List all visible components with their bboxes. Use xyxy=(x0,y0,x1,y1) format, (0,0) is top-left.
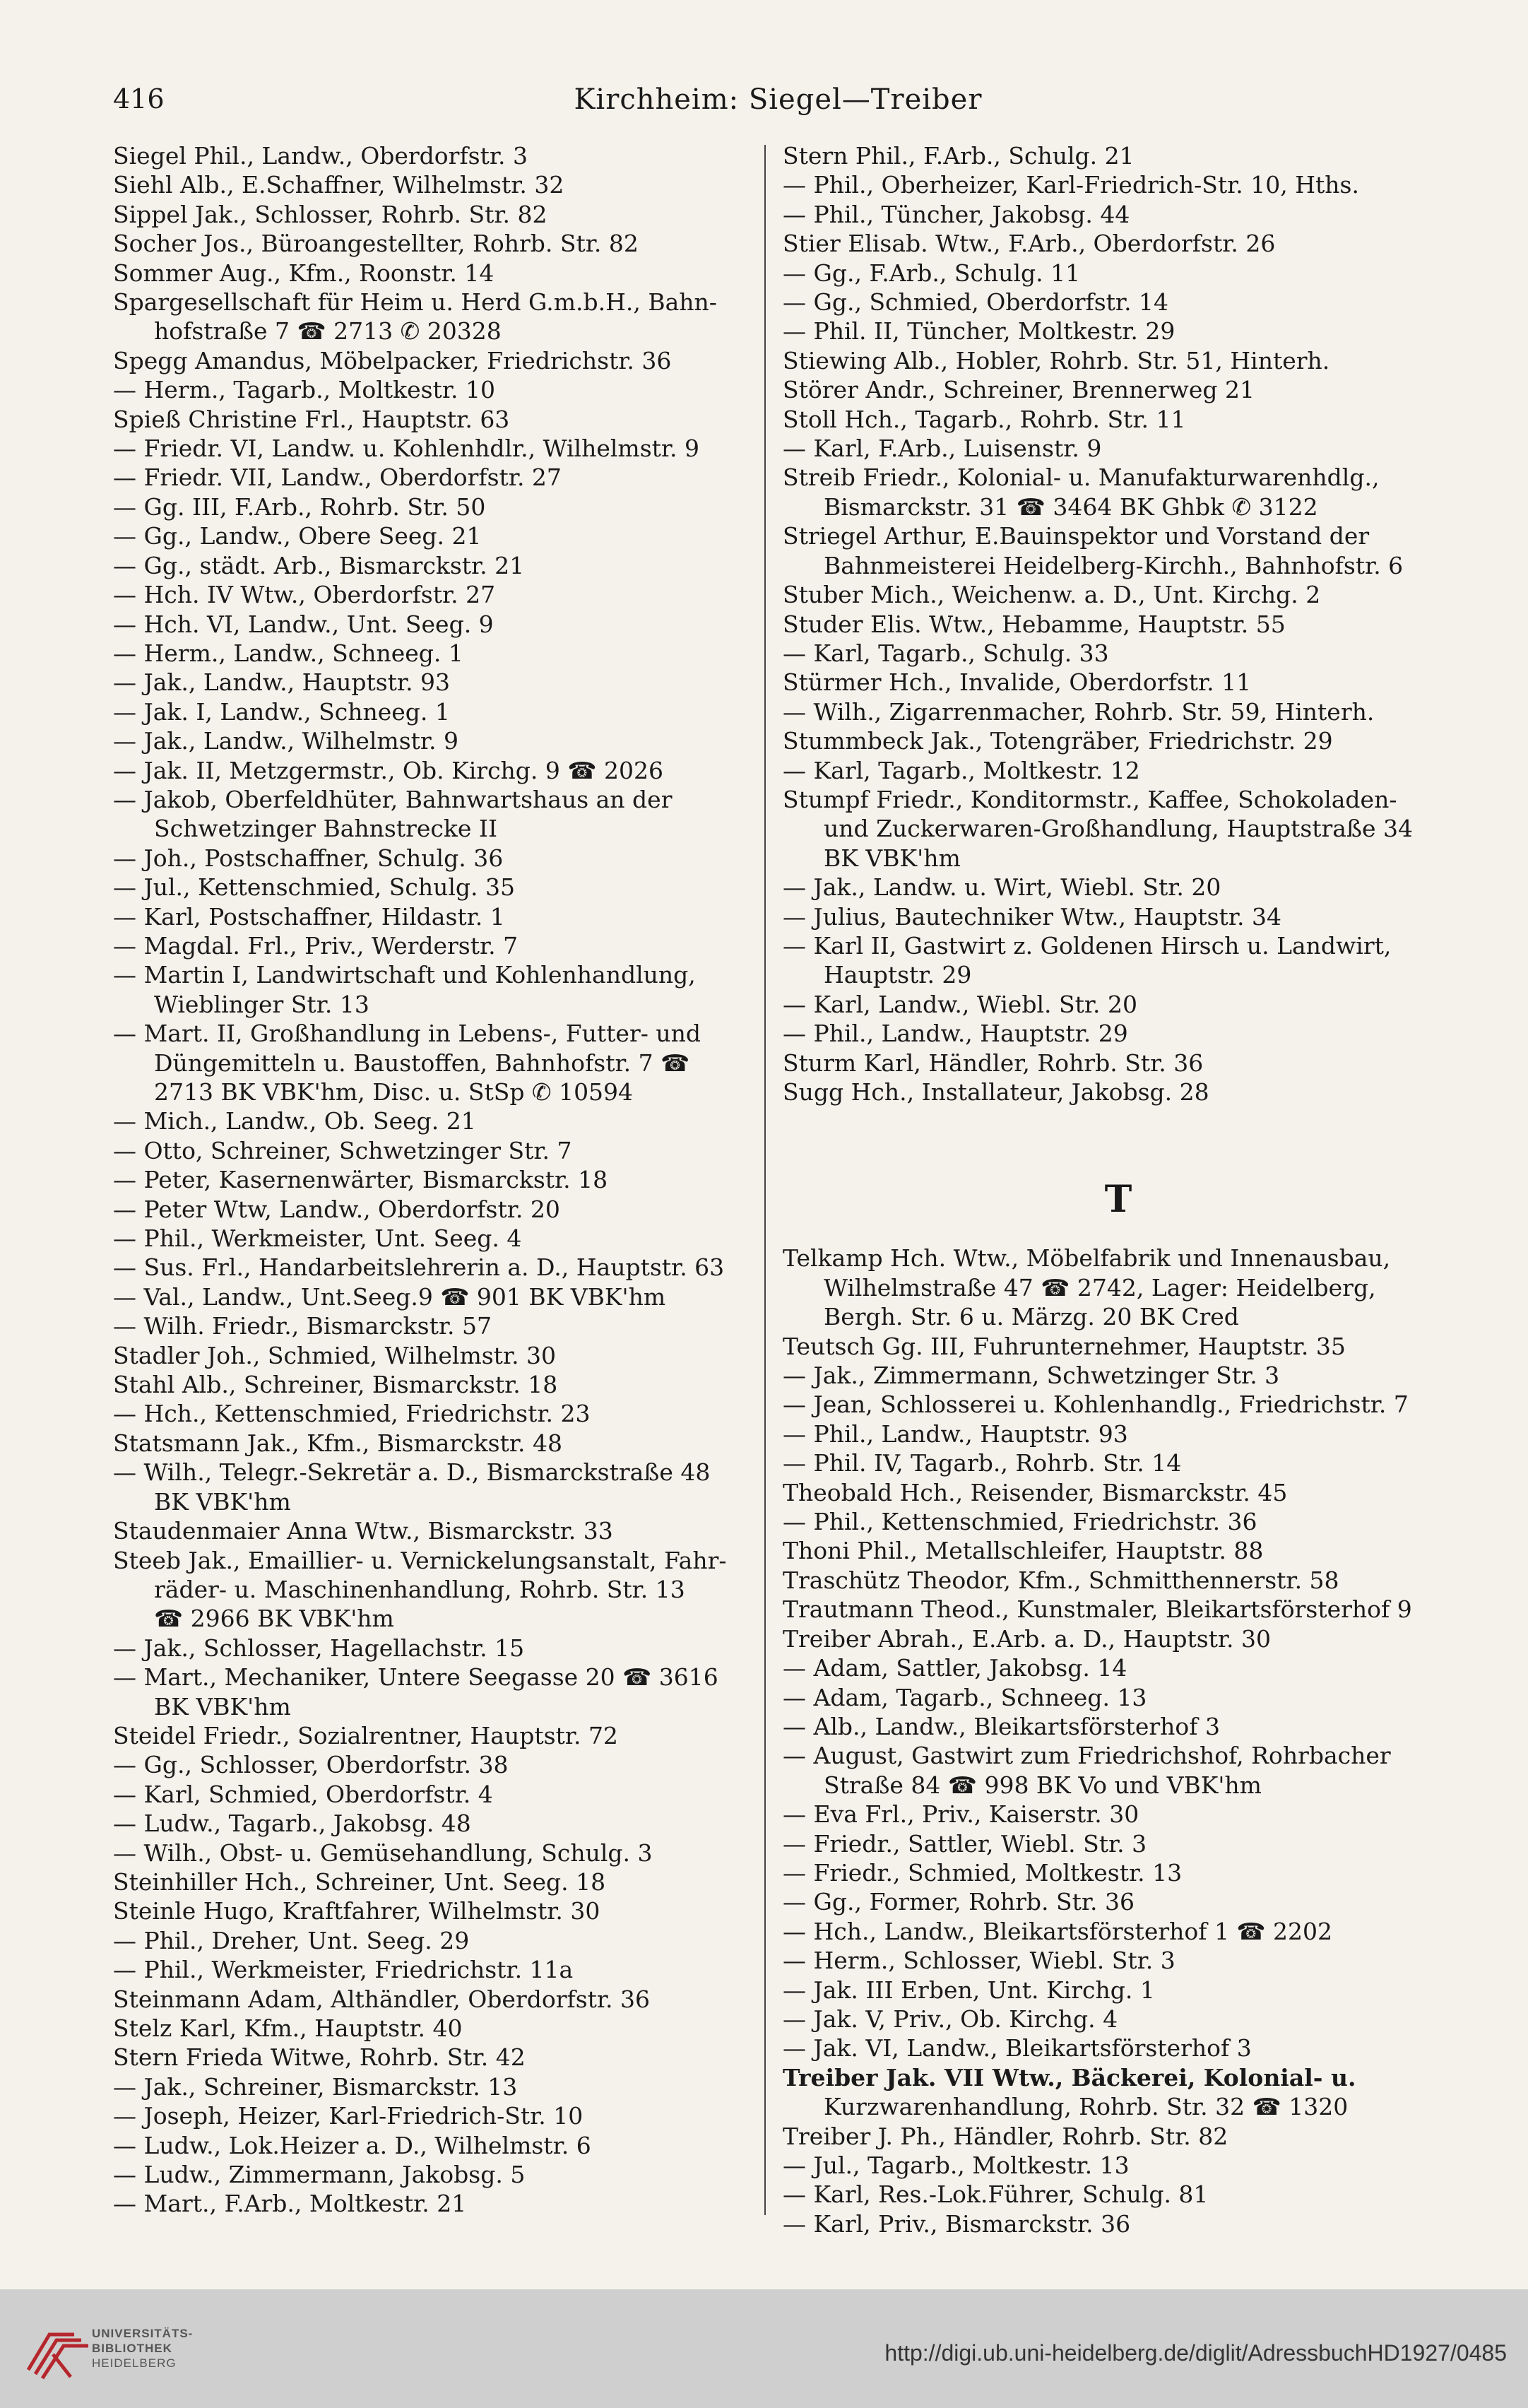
directory-entry: — Hch., Landw., Bleikartsförsterhof 1 ☎ 2202 xyxy=(783,1917,1333,1945)
directory-entry: Studer Elis. Wtw., Hebamme, Hauptstr. 55 xyxy=(783,610,1286,638)
directory-entry: Spieß Christine Frl., Hauptstr. 63 xyxy=(113,405,510,433)
directory-entry: Stumpf Friedr., Konditormstr., Kaffee, Schokoladen- xyxy=(783,785,1397,813)
directory-entry: Telkamp Hch. Wtw., Möbelfabrik und Innenausbau, xyxy=(783,1244,1391,1273)
directory-entry: — Jak., Schlosser, Hagellachstr. 15 xyxy=(113,1634,525,1662)
section-letter-heading: T xyxy=(1104,1178,1132,1222)
directory-entry: — Hch. IV Wtw., Oberdorfstr. 27 xyxy=(113,581,496,609)
directory-entry: BK VBK'hm xyxy=(154,1692,291,1721)
directory-entry: Steidel Friedr., Sozialrentner, Hauptstr. 72 xyxy=(113,1721,618,1749)
directory-entry: Spargesellschaft für Heim u. Herd G.m.b.H., Bahn- xyxy=(113,288,717,317)
directory-entry: räder- u. Maschinenhandlung, Rohrb. Str. 13 xyxy=(154,1575,685,1603)
directory-entry: — Val., Landw., Unt.Seeg.9 ☎ 901 BK VBK'hm xyxy=(113,1282,666,1311)
directory-entry: — Ludw., Lok.Heizer a. D., Wilhelmstr. 6 xyxy=(113,2131,591,2159)
directory-entry: Socher Jos., Büroangestellter, Rohrb. Str. 82 xyxy=(113,230,639,258)
directory-entry: Siegel Phil., Landw., Oberdorfstr. 3 xyxy=(113,142,528,170)
directory-entry: Traschütz Theodor, Kfm., Schmitthennerstr. 58 xyxy=(783,1566,1339,1594)
directory-entry: — Jak. III Erben, Unt. Kirchg. 1 xyxy=(783,1976,1155,2004)
directory-entry: — Peter, Kasernenwärter, Bismarckstr. 18 xyxy=(113,1166,608,1194)
directory-entry: — Jak., Zimmermann, Schwetzinger Str. 3 xyxy=(783,1362,1280,1390)
directory-entry: — Jean, Schlosserei u. Kohlenhandlg., Friedrichstr. 7 xyxy=(783,1391,1409,1419)
directory-entry: — Joseph, Heizer, Karl-Friedrich-Str. 10 xyxy=(113,2102,584,2130)
library-name-line-3: HEIDELBERG xyxy=(92,2356,177,2370)
directory-entry: — Gg., Landw., Obere Seeg. 21 xyxy=(113,522,482,550)
directory-entry: — Mart. II, Großhandlung in Lebens-, Futter- und xyxy=(113,1020,701,1048)
directory-entry: — Herm., Schlosser, Wiebl. Str. 3 xyxy=(783,1947,1175,1975)
directory-entry: — Friedr. VI, Landw. u. Kohlenhdlr., Wilhelmstr. 9 xyxy=(113,435,700,463)
directory-entry: Thoni Phil., Metallschleifer, Hauptstr. 88 xyxy=(783,1537,1264,1565)
directory-entry: Steeb Jak., Emaillier- u. Vernickelungsanstalt, Fahr- xyxy=(113,1546,727,1574)
library-name-line-1: UNIVERSITÄTS- xyxy=(92,2327,194,2340)
directory-entry: Stiewing Alb., Hobler, Rohrb. Str. 51, Hinterh. xyxy=(783,346,1330,374)
directory-entry: — Karl, F.Arb., Luisenstr. 9 xyxy=(783,435,1102,463)
source-url-link[interactable]: http://digi.ub.uni-heidelberg.de/diglit/AdressbuchHD1927/0485 xyxy=(884,2340,1507,2366)
directory-entry: BK VBK'hm xyxy=(154,1487,291,1516)
directory-entry: — Karl, Tagarb., Moltkestr. 12 xyxy=(783,756,1140,784)
directory-entry: — Joh., Postschaffner, Schulg. 36 xyxy=(113,844,504,872)
library-name-line-2: BIBLIOTHEK xyxy=(92,2342,172,2355)
directory-entry: — Karl, Priv., Bismarckstr. 36 xyxy=(783,2209,1131,2238)
directory-entry: — Phil. IV, Tagarb., Rohrb. Str. 14 xyxy=(783,1449,1182,1477)
directory-entry: — Jak., Landw., Hauptstr. 93 xyxy=(113,668,451,697)
directory-entry: — Karl II, Gastwirt z. Goldenen Hirsch u. Landwirt, xyxy=(783,931,1392,960)
directory-entry: ☎ 2966 BK VBK'hm xyxy=(154,1605,394,1633)
directory-entry: Statsmann Jak., Kfm., Bismarckstr. 48 xyxy=(113,1429,562,1457)
directory-entry: Sippel Jak., Schlosser, Rohrb. Str. 82 xyxy=(113,200,547,228)
directory-entry: Siehl Alb., E.Schaffner, Wilhelmstr. 32 xyxy=(113,171,564,199)
directory-entry: — Wilh., Zigarrenmacher, Rohrb. Str. 59, Hinterh. xyxy=(783,697,1375,726)
directory-entry: — Phil., Kettenschmied, Friedrichstr. 36 xyxy=(783,1508,1257,1536)
directory-entry: — Herm., Tagarb., Moltkestr. 10 xyxy=(113,376,495,404)
running-title: Kirchheim: Siegel—Treiber xyxy=(574,83,983,116)
directory-entry: — Adam, Tagarb., Schneeg. 13 xyxy=(783,1683,1147,1711)
directory-entry: — Karl, Tagarb., Schulg. 33 xyxy=(783,639,1109,667)
directory-entry: Stier Elisab. Wtw., F.Arb., Oberdorfstr. 26 xyxy=(783,230,1276,258)
library-logo-icon xyxy=(21,2313,92,2384)
directory-entry: — Jak., Schreiner, Bismarckstr. 13 xyxy=(113,2072,518,2101)
directory-entry: — Mich., Landw., Ob. Seeg. 21 xyxy=(113,1107,476,1135)
column-divider xyxy=(764,145,766,2215)
directory-entry: Straße 84 ☎ 998 BK Vo und VBK'hm xyxy=(824,1771,1262,1799)
directory-entry: — Julius, Bautechniker Wtw., Hauptstr. 34 xyxy=(783,902,1281,931)
page-number: 416 xyxy=(113,83,165,114)
directory-entry: Trautmann Theod., Kunstmaler, Bleikartsförsterhof 9 xyxy=(783,1595,1412,1624)
directory-entry: — Phil., Werkmeister, Friedrichstr. 11a xyxy=(113,1956,574,1984)
directory-entry: Teutsch Gg. III, Fuhrunternehmer, Hauptstr. 35 xyxy=(783,1332,1346,1360)
directory-entry: — Herm., Landw., Schneeg. 1 xyxy=(113,639,463,667)
directory-entry: — Jak. II, Metzgermstr., Ob. Kirchg. 9 ☎ 2026 xyxy=(113,756,663,784)
directory-entry: — Gg., Former, Rohrb. Str. 36 xyxy=(783,1888,1135,1916)
directory-entry: — Friedr., Sattler, Wiebl. Str. 3 xyxy=(783,1829,1147,1858)
directory-entry: Sturm Karl, Händler, Rohrb. Str. 36 xyxy=(783,1049,1204,1077)
right-column xyxy=(783,141,1454,2238)
directory-entry: Stelz Karl, Kfm., Hauptstr. 40 xyxy=(113,2014,463,2042)
directory-entry: Bergh. Str. 6 u. Märzg. 20 BK Cred xyxy=(824,1303,1239,1331)
s-entries xyxy=(783,141,1454,1106)
directory-entry: Striegel Arthur, E.Bauinspektor und Vorstand der xyxy=(783,522,1370,550)
directory-entry: — Adam, Sattler, Jakobsg. 14 xyxy=(783,1654,1127,1682)
directory-entry: — Gg. III, F.Arb., Rohrb. Str. 50 xyxy=(113,492,486,521)
directory-entry: — Phil., Dreher, Unt. Seeg. 29 xyxy=(113,1926,470,1954)
directory-entry: — Magdal. Frl., Priv., Werderstr. 7 xyxy=(113,931,519,960)
directory-entry: Steinhiller Hch., Schreiner, Unt. Seeg. 18 xyxy=(113,1867,606,1896)
directory-entry: — Alb., Landw., Bleikartsförsterhof 3 xyxy=(783,1712,1220,1740)
page-header xyxy=(113,83,1443,126)
t-entries xyxy=(783,1244,1454,2238)
directory-entry: — Karl, Postschaffner, Hildastr. 1 xyxy=(113,902,505,931)
directory-entry: — Gg., Schmied, Oberdorfstr. 14 xyxy=(783,288,1169,317)
directory-entry: Treiber Jak. VII Wtw., Bäckerei, Kolonial- u. xyxy=(783,2063,1356,2091)
directory-entry: — Sus. Frl., Handarbeitslehrerin a. D., Hauptstr. 63 xyxy=(113,1253,725,1282)
footer-bar xyxy=(0,2289,1528,2408)
directory-entry: — Karl, Landw., Wiebl. Str. 20 xyxy=(783,990,1137,1018)
directory-entry: und Zuckerwaren-Großhandlung, Hauptstraße 34 xyxy=(824,815,1414,843)
directory-entry: — Phil., Oberheizer, Karl-Friedrich-Str. 10, Hths. xyxy=(783,171,1359,199)
directory-entry: Stoll Hch., Tagarb., Rohrb. Str. 11 xyxy=(783,405,1186,433)
directory-entry: Stern Phil., F.Arb., Schulg. 21 xyxy=(783,142,1135,170)
directory-entry: — Jul., Kettenschmied, Schulg. 35 xyxy=(113,873,515,902)
directory-entry: — August, Gastwirt zum Friedrichshof, Rohrbacher xyxy=(783,1742,1391,1770)
directory-entry: Bismarckstr. 31 ☎ 3464 BK Ghbk ✆ 3122 xyxy=(824,492,1318,521)
directory-entry: Düngemitteln u. Baustoffen, Bahnhofstr. 7 ☎ xyxy=(154,1049,690,1077)
directory-entry: Spegg Amandus, Möbelpacker, Friedrichstr. 36 xyxy=(113,346,672,374)
directory-entry: Wieblinger Str. 13 xyxy=(154,990,369,1018)
directory-entry: Streib Friedr., Kolonial- u. Manufakturwarenhdlg., xyxy=(783,464,1380,492)
directory-entry: Bahnmeisterei Heidelberg-Kirchh., Bahnhofstr. 6 xyxy=(824,551,1404,579)
directory-entry: — Phil. II, Tüncher, Moltkestr. 29 xyxy=(783,317,1175,346)
directory-entry: — Wilh., Telegr.-Sekretär a. D., Bismarckstraße 48 xyxy=(113,1458,711,1487)
directory-entry: — Hch., Kettenschmied, Friedrichstr. 23 xyxy=(113,1400,591,1428)
directory-entry: — Ludw., Zimmermann, Jakobsg. 5 xyxy=(113,2161,526,2189)
directory-entry: — Hch. VI, Landw., Unt. Seeg. 9 xyxy=(113,610,494,638)
directory-entry: Stern Frieda Witwe, Rohrb. Str. 42 xyxy=(113,2043,526,2072)
directory-entry: — Gg., Schlosser, Oberdorfstr. 38 xyxy=(113,1751,509,1779)
directory-entry: — Jak., Landw., Wilhelmstr. 9 xyxy=(113,727,459,755)
directory-entry: Stahl Alb., Schreiner, Bismarckstr. 18 xyxy=(113,1371,558,1399)
directory-entry: Treiber Abrah., E.Arb. a. D., Hauptstr. 30 xyxy=(783,1624,1272,1653)
directory-entry: Sommer Aug., Kfm., Roonstr. 14 xyxy=(113,259,494,287)
directory-entry: BK VBK'hm xyxy=(824,844,961,872)
directory-entry: — Phil., Werkmeister, Unt. Seeg. 4 xyxy=(113,1224,522,1253)
directory-entry: Steinle Hugo, Kraftfahrer, Wilhelmstr. 30 xyxy=(113,1897,600,1925)
directory-entry: — Wilh., Obst- u. Gemüsehandlung, Schulg. 3 xyxy=(113,1839,653,1867)
directory-entry: — Gg., städt. Arb., Bismarckstr. 21 xyxy=(113,551,525,579)
directory-entry: — Friedr., Schmied, Moltkestr. 13 xyxy=(783,1858,1183,1887)
directory-entry: — Jak., Landw. u. Wirt, Wiebl. Str. 20 xyxy=(783,873,1221,902)
directory-entry: — Mart., Mechaniker, Untere Seegasse 20 ☎ 3616 xyxy=(113,1663,718,1692)
directory-entry: — Phil., Landw., Hauptstr. 29 xyxy=(783,1020,1128,1048)
directory-entry: Stuber Mich., Weichenw. a. D., Unt. Kirchg. 2 xyxy=(783,581,1321,609)
directory-entry: Treiber J. Ph., Händler, Rohrb. Str. 82 xyxy=(783,2122,1228,2150)
directory-entry: — Wilh. Friedr., Bismarckstr. 57 xyxy=(113,1312,492,1340)
directory-entry: — Jak. VI, Landw., Bleikartsförsterhof 3 xyxy=(783,2034,1252,2062)
directory-entry: — Phil., Tüncher, Jakobsg. 44 xyxy=(783,200,1130,228)
directory-entry: 2713 BK VBK'hm, Disc. u. StSp ✆ 10594 xyxy=(154,1078,634,1106)
directory-entry: Störer Andr., Schreiner, Brennerweg 21 xyxy=(783,376,1255,404)
directory-entry: Kurzwarenhandlung, Rohrb. Str. 32 ☎ 1320 xyxy=(824,2093,1349,2121)
directory-entry: Stadler Joh., Schmied, Wilhelmstr. 30 xyxy=(113,1341,557,1369)
directory-entry: — Jul., Tagarb., Moltkestr. 13 xyxy=(783,2152,1130,2179)
directory-entry: — Otto, Schreiner, Schwetzinger Str. 7 xyxy=(113,1136,572,1164)
directory-entry: — Karl, Res.-Lok.Führer, Schulg. 81 xyxy=(783,2180,1209,2209)
directory-entry: Hauptstr. 29 xyxy=(824,961,972,989)
directory-entry: — Ludw., Tagarb., Jakobsg. 48 xyxy=(113,1810,471,1838)
directory-entry: — Karl, Schmied, Oberdorfstr. 4 xyxy=(113,1780,493,1808)
directory-entry: Steinmann Adam, Althändler, Oberdorfstr. 36 xyxy=(113,1985,651,2013)
directory-entry: hofstraße 7 ☎ 2713 ✆ 20328 xyxy=(154,317,502,346)
directory-entry: Stürmer Hch., Invalide, Oberdorfstr. 11 xyxy=(783,668,1252,697)
directory-entry: Staudenmaier Anna Wtw., Bismarckstr. 33 xyxy=(113,1517,613,1545)
directory-entry: — Phil., Landw., Hauptstr. 93 xyxy=(783,1420,1128,1448)
left-column xyxy=(113,141,749,2219)
directory-entry: Schwetzinger Bahnstrecke II xyxy=(154,815,497,843)
directory-entry: Sugg Hch., Installateur, Jakobsg. 28 xyxy=(783,1078,1209,1106)
directory-entry: Theobald Hch., Reisender, Bismarckstr. 45 xyxy=(783,1478,1288,1506)
library-name xyxy=(92,2326,193,2371)
directory-entry: — Jakob, Oberfeldhüter, Bahnwartshaus an der xyxy=(113,785,673,813)
directory-entry: — Mart., F.Arb., Moltkestr. 21 xyxy=(113,2190,467,2218)
directory-entry: Wilhelmstraße 47 ☎ 2742, Lager: Heidelberg, xyxy=(824,1273,1376,1302)
directory-entry: — Friedr. VII, Landw., Oberdorfstr. 27 xyxy=(113,464,562,492)
directory-entry: — Eva Frl., Priv., Kaiserstr. 30 xyxy=(783,1800,1139,1829)
directory-entry: — Jak. V, Priv., Ob. Kirchg. 4 xyxy=(783,2005,1118,2033)
directory-entry: Stummbeck Jak., Totengräber, Friedrichstr. 29 xyxy=(783,727,1333,755)
directory-entry: — Martin I, Landwirtschaft und Kohlenhandlung, xyxy=(113,961,696,989)
directory-entry: — Jak. I, Landw., Schneeg. 1 xyxy=(113,697,450,726)
directory-entry: — Gg., F.Arb., Schulg. 11 xyxy=(783,259,1081,287)
directory-entry: — Peter Wtw, Landw., Oberdorfstr. 20 xyxy=(113,1195,560,1223)
